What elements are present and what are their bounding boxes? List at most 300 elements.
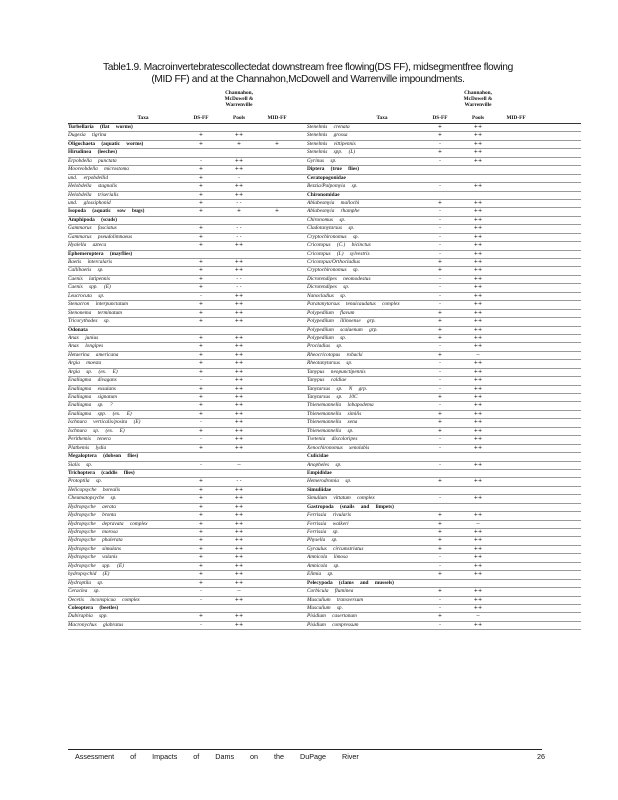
pools-value: ++ <box>473 419 483 426</box>
ds-ff-value: - <box>439 495 441 502</box>
ds-ff-value: + <box>198 385 204 392</box>
table-row <box>68 242 342 250</box>
ds-ff-value: - <box>439 157 441 164</box>
header-taxa: Taxa <box>137 115 149 121</box>
pools-value: ++ <box>234 309 244 316</box>
pools-value: ++ <box>234 301 244 308</box>
taxon-name: Empididae <box>307 469 332 476</box>
table-row <box>307 301 581 309</box>
ds-ff-value: + <box>437 520 443 527</box>
taxon-name: Cladotanytarsus sp. <box>307 225 355 232</box>
taxon-name: Hemerodromia sp. <box>307 478 352 485</box>
taxon-name: Ceratopogonidae <box>307 174 346 181</box>
pools-value: ++ <box>234 343 244 350</box>
taxon-name: Polypedilum illinoense grp. <box>307 318 376 325</box>
taxon-group-row <box>307 175 581 183</box>
table-row <box>307 343 581 351</box>
taxon-group-row <box>68 149 342 157</box>
taxon-name: Procladius sp. <box>307 343 343 350</box>
pools-value: - - <box>236 199 242 206</box>
table-row <box>307 284 581 292</box>
ds-ff-value: - <box>439 444 441 451</box>
taxon-name: Cheumatopsyche sp. <box>68 495 117 502</box>
pools-value: ++ <box>473 436 483 443</box>
taxon-group-row <box>307 580 581 588</box>
taxon-name: Tanypus neopunctipennis <box>307 368 366 375</box>
pools-value: ++ <box>234 520 244 527</box>
taxon-name: Helobdella triserialis <box>68 191 119 198</box>
taxon-name: Turbellaria (flat worms) <box>68 124 133 130</box>
pools-value: ++ <box>473 309 483 316</box>
pools-value: ++ <box>473 368 483 375</box>
ds-ff-value: - <box>439 360 441 367</box>
taxon-name: Enallagma exsulans <box>68 385 116 392</box>
taxon-name: und. glossiphonid <box>68 199 111 206</box>
ds-ff-value: + <box>198 554 204 561</box>
ds-ff-value: - <box>439 377 441 384</box>
pools-value: ++ <box>473 183 483 190</box>
taxon-name: Ischnura sp. (ex. E) <box>68 427 125 434</box>
ds-ff-value: - <box>439 461 441 468</box>
taxon-name: Polypedilum flavum <box>307 309 355 316</box>
pools-value: ++ <box>473 225 483 232</box>
ds-ff-value: - <box>439 284 441 291</box>
ds-ff-value: + <box>437 478 443 485</box>
pools-value: ++ <box>234 613 244 620</box>
table-row <box>68 402 342 410</box>
taxon-name: Chironomus sp. <box>307 216 346 223</box>
pools-value: ++ <box>473 402 483 409</box>
pools-value: ++ <box>473 242 483 249</box>
taxon-name: Musculium sp. <box>307 604 343 611</box>
pools-value: ++ <box>473 621 483 628</box>
header-mid-ff: MID-FF <box>267 115 287 121</box>
table-row <box>68 537 342 545</box>
taxon-name: Ablabesmyia rhamphe <box>307 208 360 215</box>
pools-value: ++ <box>234 529 244 535</box>
pools-value: ++ <box>473 216 483 223</box>
table-row <box>307 605 581 613</box>
pools-value: ++ <box>473 343 483 350</box>
ds-ff-value: + <box>198 140 204 147</box>
taxon-name: Stenelmis crenata <box>307 124 350 130</box>
table-row <box>68 318 342 326</box>
ds-ff-value: + <box>198 343 204 350</box>
taxon-name: Tvetenia discoloripes <box>307 436 358 443</box>
ds-ff-value: + <box>198 368 204 375</box>
pools-value: ++ <box>234 377 244 384</box>
taxon-name: Gammarus fasciatus <box>68 225 117 232</box>
taxon-name: Hirudinea (leeches) <box>68 149 117 156</box>
taxon-name: Amnicola limosa <box>307 554 348 561</box>
ds-ff-value: - <box>439 292 441 299</box>
pools-value: ++ <box>234 157 244 164</box>
taxon-name: und. erpobdellid <box>68 174 109 181</box>
caption-line-2: (MID FF) and at the Channahon,McDowell and Warrenville impoundments. <box>151 74 465 85</box>
taxon-name: Cryptochironomus sp. <box>307 267 359 274</box>
ds-ff-value: + <box>198 444 204 451</box>
ds-ff-value: + <box>198 309 204 316</box>
taxon-name: Diptera (true flies) <box>307 166 360 173</box>
taxon-group-row <box>68 124 342 132</box>
taxon-name: Helobdella stagnalis <box>68 183 117 190</box>
taxon-name: Stenacron interpunctatum <box>68 301 128 308</box>
table-row <box>307 251 581 259</box>
taxon-name: Polypedilum scalaenum grp. <box>307 326 378 333</box>
taxon-name: Callibaetis sp. <box>68 267 104 274</box>
ds-ff-value: + <box>198 191 204 198</box>
pools-value: ++ <box>234 267 244 274</box>
mid-ff-value: + <box>274 140 280 147</box>
table-row <box>307 588 581 596</box>
taxon-name: Hydroptila sp. <box>68 579 104 586</box>
table-row <box>307 386 581 394</box>
taxon-name: Baetis intercalaris <box>68 259 113 265</box>
ds-ff-value: - <box>439 385 441 392</box>
table-row <box>307 352 581 360</box>
pools-value: ++ <box>473 427 483 434</box>
pools-value: ++ <box>473 275 483 282</box>
pools-value: ++ <box>473 301 483 308</box>
pools-value: - <box>238 174 240 181</box>
ds-ff-value: + <box>198 318 204 325</box>
taxon-name: Helicopsyche borealis <box>68 486 121 493</box>
taxon-name: Enallagma signatum <box>68 394 117 400</box>
taxon-name: Anax longipes <box>68 343 104 350</box>
ds-ff-value: + <box>198 267 204 274</box>
pools-value: ++ <box>473 562 483 569</box>
pools-value: ++ <box>234 351 244 358</box>
table-row <box>68 419 342 427</box>
pools-value: -- <box>476 351 480 358</box>
taxon-group-row <box>307 487 581 495</box>
taxon-name: Stenelmis vittipennis <box>307 140 356 147</box>
pools-header-group <box>218 90 260 109</box>
ds-ff-value: - <box>439 216 441 223</box>
table-row <box>307 512 581 520</box>
pools-value: ++ <box>234 410 244 417</box>
table-row <box>307 124 581 132</box>
table-row <box>307 327 581 335</box>
table-row <box>307 360 581 368</box>
header-mcdowell: McDowell & <box>463 96 493 103</box>
taxon-name: Rheocricotopus robacki <box>307 351 363 358</box>
table-row <box>68 293 342 301</box>
ds-ff-value: + <box>437 394 443 400</box>
table-row <box>307 563 581 571</box>
table-row <box>68 301 342 309</box>
header-mcdowell: McDowell & <box>224 96 254 103</box>
pools-value: ++ <box>473 326 483 333</box>
ds-ff-value: - <box>439 402 441 409</box>
pools-value: ++ <box>473 334 483 341</box>
taxon-name: Plathemis lydia <box>68 444 107 451</box>
taxon-name: Anopheles sp. <box>307 461 342 468</box>
taxon-name: Sialis sp. <box>68 461 93 468</box>
pools-value: ++ <box>473 250 483 257</box>
ds-ff-value: + <box>437 309 443 316</box>
taxon-group-row <box>68 470 342 478</box>
pools-value: ++ <box>473 604 483 611</box>
ds-ff-value: + <box>198 301 204 308</box>
table-row <box>68 588 342 596</box>
taxon-name: Gastropoda (snails and limpets) <box>307 503 394 510</box>
table-row <box>68 622 342 630</box>
taxon-name: Paratanytarsus tenuicaudatus complex <box>307 301 400 308</box>
table-row <box>68 234 342 242</box>
taxon-name: Enallagma spp. (ex. E) <box>68 410 132 417</box>
ds-ff-value: + <box>198 478 204 485</box>
table-row <box>307 234 581 242</box>
taxon-name: Dugesia tigrina <box>68 132 107 139</box>
taxon-name: Ephemeroptera (mayflies) <box>68 250 133 257</box>
pools-value: ++ <box>234 621 244 628</box>
ds-ff-value: + <box>198 579 204 586</box>
taxon-name: Gyrinus sp. <box>307 157 337 164</box>
taxon-name: Leucrocuta sp. <box>68 292 105 299</box>
table-row <box>68 175 342 183</box>
pools-value: ++ <box>234 419 244 426</box>
ds-ff-value: - <box>439 596 441 603</box>
table-row <box>68 554 342 562</box>
table-row <box>307 158 581 166</box>
table-row <box>307 495 581 503</box>
pools-value: - - <box>236 233 242 240</box>
ds-ff-value: - <box>439 301 441 308</box>
taxon-name: Tanytarsus sp. N grp. <box>307 385 368 392</box>
table-row <box>68 369 342 377</box>
taxon-name: Ferrissia rivularis <box>307 512 351 519</box>
ds-ff-value: - <box>439 621 441 628</box>
pools-value: ++ <box>473 157 483 164</box>
taxon-name: Musculium transversum <box>307 596 364 603</box>
pools-value: ++ <box>473 537 483 544</box>
table-row <box>68 267 342 275</box>
table-row <box>307 546 581 554</box>
header-pools: Pools <box>471 115 485 121</box>
table-row <box>68 200 342 208</box>
ds-ff-value: + <box>198 613 204 620</box>
pools-value: ++ <box>473 199 483 206</box>
ds-ff-value: + <box>437 334 443 341</box>
ds-ff-value: + <box>437 132 443 139</box>
table-row <box>307 478 581 486</box>
ds-ff-value: + <box>198 537 204 544</box>
table-row <box>307 267 581 275</box>
taxon-group-row <box>307 504 581 512</box>
pools-value: ++ <box>473 360 483 367</box>
taxon-group-row <box>68 251 342 259</box>
taxon-name: Thienemannella similis <box>307 410 362 417</box>
taxon-name: Hyalella azteca <box>68 242 107 249</box>
header-ds-ff: DS-FF <box>432 115 448 121</box>
ds-ff-value: + <box>437 267 443 274</box>
ds-ff-value: + <box>437 512 443 519</box>
ds-ff-value: + <box>437 199 443 206</box>
pools-value: ++ <box>234 512 244 519</box>
table-row <box>307 318 581 326</box>
ds-ff-value: - <box>439 436 441 443</box>
ds-ff-value: + <box>198 486 204 493</box>
taxon-name: Ablabesmyia mallochi <box>307 199 360 206</box>
table-row <box>307 335 581 343</box>
table-row <box>307 208 581 216</box>
pools-value: ++ <box>234 436 244 443</box>
table-row <box>68 284 342 292</box>
table-row <box>68 276 342 284</box>
ds-ff-value: + <box>437 613 443 620</box>
table-row <box>307 537 581 545</box>
table-row <box>307 394 581 402</box>
taxon-name: Ischnura verticalis/posita (E) <box>68 419 141 426</box>
taxon-name: Caenis latipennis <box>68 275 110 282</box>
ds-ff-value: + <box>198 562 204 569</box>
table-row <box>68 386 342 394</box>
ds-ff-value: + <box>198 545 204 552</box>
table-row <box>68 335 342 343</box>
ds-ff-value: + <box>198 503 204 510</box>
taxon-name: Perithemis tenera <box>68 436 111 443</box>
pools-value: -- <box>237 588 241 595</box>
page-number: 26 <box>537 752 545 761</box>
pools-value: ++ <box>473 267 483 274</box>
taxon-name: Dubiraphia spp. <box>68 613 108 620</box>
ds-ff-value: + <box>437 351 443 358</box>
ds-ff-value: + <box>198 512 204 519</box>
table-row <box>307 310 581 318</box>
ds-ff-value: + <box>198 132 204 139</box>
header-pools: Pools <box>232 115 246 121</box>
taxon-name: Gammarus pseudolimnaeus <box>68 233 133 240</box>
pools-value: - - <box>236 275 242 282</box>
taxon-name: Enallagma divagans <box>68 377 117 384</box>
table-right <box>307 90 581 630</box>
table-row <box>307 411 581 419</box>
ds-ff-value: + <box>198 166 204 173</box>
taxon-name: Stenelmis grossa <box>307 132 348 139</box>
taxon-name: Tanytarsus sp. 10C <box>307 394 358 400</box>
table-row <box>68 487 342 495</box>
table-row <box>68 563 342 571</box>
table-row <box>307 445 581 453</box>
ds-ff-value: - <box>200 461 202 468</box>
taxon-name: Stenonema terminatum <box>68 309 122 316</box>
ds-ff-value: + <box>198 520 204 527</box>
table-row <box>307 554 581 562</box>
table-row <box>68 436 342 444</box>
ds-ff-value: + <box>437 124 443 130</box>
table-row <box>68 478 342 486</box>
table-row <box>68 580 342 588</box>
pools-value: ++ <box>473 571 483 578</box>
taxon-group-row <box>68 605 342 613</box>
pools-value: - - <box>236 478 242 485</box>
ds-ff-value: - <box>439 604 441 611</box>
table-row <box>68 571 342 579</box>
table-row <box>68 132 342 140</box>
pools-value: ++ <box>234 495 244 502</box>
footer-divider <box>68 749 542 750</box>
pools-value: ++ <box>473 495 483 502</box>
taxon-name: Culicidae <box>307 453 329 460</box>
pools-value: ++ <box>473 318 483 325</box>
pools-value: ++ <box>473 461 483 468</box>
ds-ff-value: + <box>437 427 443 434</box>
pools-value: ++ <box>473 149 483 156</box>
ds-ff-value: + <box>198 334 204 341</box>
table-body <box>307 124 581 630</box>
taxon-group-row <box>68 453 342 461</box>
pools-value: ++ <box>473 512 483 519</box>
footer-title: Assessment of Impacts of Dams on the DuPage River <box>75 752 359 761</box>
taxon-name: Isopoda (aquatic sow bugs) <box>68 208 145 215</box>
table-row <box>68 411 342 419</box>
header-channahon: Channahon, <box>464 90 492 96</box>
pools-value: ++ <box>234 579 244 586</box>
ds-ff-value: - <box>200 621 202 628</box>
taxon-name: Polypedilum sp. <box>307 334 347 341</box>
pools-value: ++ <box>473 259 483 265</box>
taxon-group-row <box>68 217 342 225</box>
taxon-name: Tanypus caldiae <box>307 377 347 384</box>
taxon-name: Cryptochironomus sp. <box>307 233 359 240</box>
taxon-name: Thienemannella lobapodema <box>307 402 374 409</box>
table-row <box>307 597 581 605</box>
ds-ff-value: + <box>437 529 443 535</box>
table-row <box>68 512 342 520</box>
pools-value: -- <box>237 461 241 468</box>
taxon-name: Caenis spp. (E) <box>68 284 111 291</box>
table-header <box>68 90 342 124</box>
table-row <box>307 183 581 191</box>
pools-value: + <box>236 140 242 147</box>
pools-value: ++ <box>234 242 244 249</box>
ds-ff-value: + <box>198 410 204 417</box>
taxon-name: Ferrissia walkeri <box>307 520 349 527</box>
pools-value: ++ <box>234 334 244 341</box>
table-row <box>307 622 581 630</box>
pools-value: ++ <box>473 377 483 384</box>
pools-value: ++ <box>473 140 483 147</box>
header-ds-ff: DS-FF <box>193 115 209 121</box>
table-row <box>307 571 581 579</box>
ds-ff-value: - <box>200 436 202 443</box>
pools-value: ++ <box>234 183 244 190</box>
table-row <box>307 521 581 529</box>
table-row <box>307 225 581 233</box>
mid-ff-value: + <box>274 208 280 215</box>
pools-value: ++ <box>473 208 483 215</box>
table-row <box>68 352 342 360</box>
ds-ff-value: + <box>198 208 204 215</box>
pools-value: ++ <box>234 427 244 434</box>
ds-ff-value: + <box>437 326 443 333</box>
pools-value: ++ <box>234 537 244 544</box>
taxon-name: Thienemannella sp. <box>307 427 354 434</box>
table-row <box>68 597 342 605</box>
caption-line-1: Table1.9. Macroinvertebratescollectedat downstream free flowing(DS FF), midsegmentfree flowing <box>103 62 513 73</box>
pools-value: ++ <box>234 554 244 561</box>
taxon-name: Xenochironomus xenolabis <box>307 444 370 451</box>
ds-ff-value: + <box>198 529 204 535</box>
taxon-name: Simulium vittatum complex <box>307 495 375 502</box>
ds-ff-value: - <box>439 554 441 561</box>
taxon-name: Gyraulus circumstriatus <box>307 545 364 552</box>
table-row <box>68 310 342 318</box>
pools-value: ++ <box>473 132 483 139</box>
ds-ff-value: + <box>198 571 204 578</box>
taxon-group-row <box>68 208 342 216</box>
